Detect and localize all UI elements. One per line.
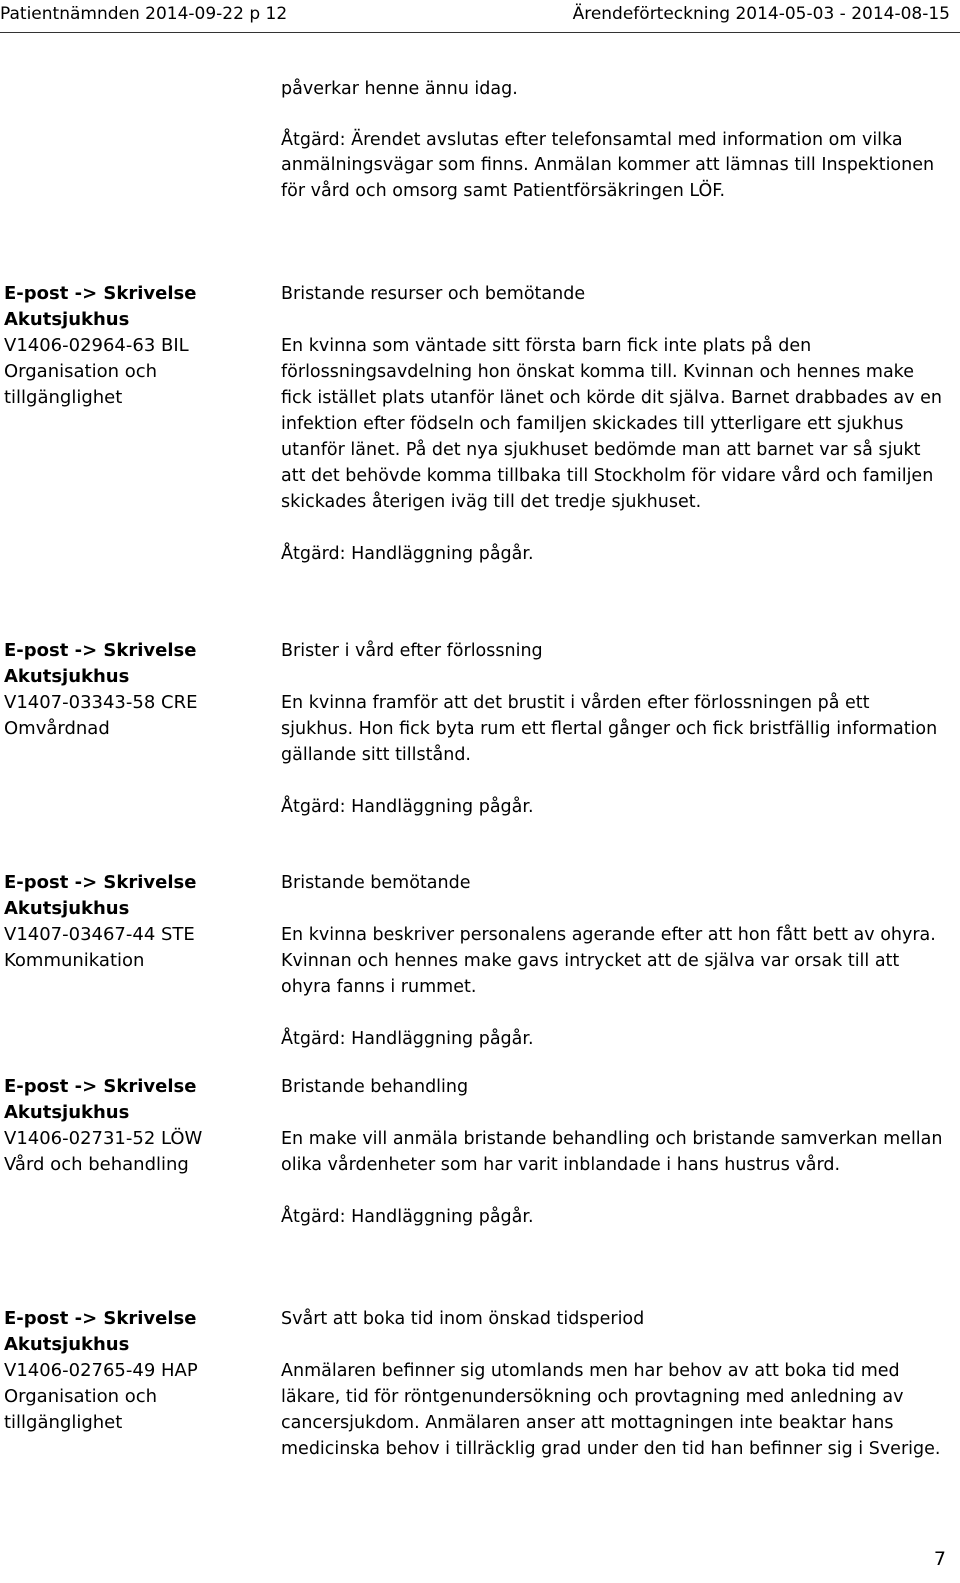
case-category: Organisation och tillgänglighet bbox=[4, 361, 158, 408]
intro-text: påverkar henne ännu idag. bbox=[281, 79, 518, 99]
case-meta bbox=[4, 638, 264, 742]
case-category: Kommunikation bbox=[4, 950, 145, 971]
case-content bbox=[281, 870, 946, 1052]
case-unit: Akutsjukhus bbox=[4, 309, 130, 330]
case-channel: E-post -> Skrivelse bbox=[4, 283, 197, 304]
intro-continuation bbox=[281, 77, 941, 204]
case-description: Anmälaren befinner sig utomlands men har behov av att boka tid med läkare, tid för röntgenundersökning och provtagning med anledning av cancersjukdom. Anmälaren anser att mottagningen inte beaktar hans medicinska behov i tillräcklig grad under den tid han befinner sig i Sverige. bbox=[281, 1361, 941, 1459]
case-channel: E-post -> Skrivelse bbox=[4, 1308, 197, 1329]
case-unit: Akutsjukhus bbox=[4, 1102, 130, 1123]
case-id: V1406-02765-49 HAP bbox=[4, 1360, 198, 1381]
case-unit: Akutsjukhus bbox=[4, 666, 130, 687]
case-meta bbox=[4, 1074, 264, 1178]
case-title: Bristande behandling bbox=[281, 1077, 469, 1097]
case-description: En kvinna framför att det brustit i vården efter förlossningen på ett sjukhus. Hon fick byta rum ett flertal gånger och fick bristfällig information gällande sitt tillstånd. bbox=[281, 693, 938, 765]
case-id: V1406-02731-52 LÖW bbox=[4, 1128, 203, 1149]
case-content bbox=[281, 1074, 946, 1230]
case-category: Organisation och tillgänglighet bbox=[4, 1386, 158, 1433]
case-action: Åtgärd: Handläggning pågår. bbox=[281, 797, 534, 817]
header-right: Ärendeförteckning 2014-05-03 - 2014-08-15 bbox=[572, 4, 950, 24]
case-id: V1407-03343-58 CRE bbox=[4, 692, 198, 713]
case-title: Bristande bemötande bbox=[281, 873, 471, 893]
case-unit: Akutsjukhus bbox=[4, 898, 130, 919]
case-title: Bristande resurser och bemötande bbox=[281, 284, 586, 304]
case-action: Åtgärd: Handläggning pågår. bbox=[281, 1029, 534, 1049]
case-title: Svårt att boka tid inom önskad tidsperiod bbox=[281, 1309, 645, 1329]
case-description: En kvinna beskriver personalens agerande efter att hon fått bett av ohyra. Kvinnan och hennes make gavs intrycket att de själva var orsak till att ohyra fanns i rummet. bbox=[281, 925, 936, 997]
case-action: Åtgärd: Handläggning pågår. bbox=[281, 544, 534, 564]
case-unit: Akutsjukhus bbox=[4, 1334, 130, 1355]
page-header bbox=[0, 0, 960, 33]
case-meta bbox=[4, 281, 264, 411]
case-meta bbox=[4, 870, 264, 974]
case-channel: E-post -> Skrivelse bbox=[4, 640, 197, 661]
case-content bbox=[281, 1306, 946, 1462]
header-left: Patientnämnden 2014-09-22 p 12 bbox=[0, 4, 288, 24]
case-category: Vård och behandling bbox=[4, 1154, 189, 1175]
page-number: 7 bbox=[933, 1548, 946, 1570]
case-channel: E-post -> Skrivelse bbox=[4, 872, 197, 893]
case-id: V1406-02964-63 BIL bbox=[4, 335, 189, 356]
case-content bbox=[281, 638, 946, 820]
case-description: En kvinna som väntade sitt första barn fick inte plats på den förlossningsavdelning hon önskat komma till. Kvinnan och hennes make fick istället plats utanför länet och körde dit själva. Barnet drabbades av en infektion efter födseln och familjen skickades till ytterligare ett sjukhus utanför länet. På det nya sjukhuset bedömde man att barnet var så sjukt att det behövde komma tillbaka till Stockholm för vidare vård och familjen skickades återigen iväg till det tredje sjukhuset. bbox=[281, 336, 942, 512]
case-content bbox=[281, 281, 946, 567]
case-action: Åtgärd: Handläggning pågår. bbox=[281, 1207, 534, 1227]
case-category: Omvårdnad bbox=[4, 718, 110, 739]
case-channel: E-post -> Skrivelse bbox=[4, 1076, 197, 1097]
case-id: V1407-03467-44 STE bbox=[4, 924, 195, 945]
case-description: En make vill anmäla bristande behandling och bristande samverkan mellan olika vårdenheter som har varit inblandade i hans hustrus vård. bbox=[281, 1129, 943, 1175]
intro-action: Åtgärd: Ärendet avslutas efter telefonsamtal med information om vilka anmälningsvägar som finns. Anmälan kommer att lämnas till Inspektionen för vård och omsorg samt Patientförsäkringen LÖF. bbox=[281, 129, 935, 201]
case-title: Brister i vård efter förlossning bbox=[281, 641, 543, 661]
case-meta bbox=[4, 1306, 264, 1436]
